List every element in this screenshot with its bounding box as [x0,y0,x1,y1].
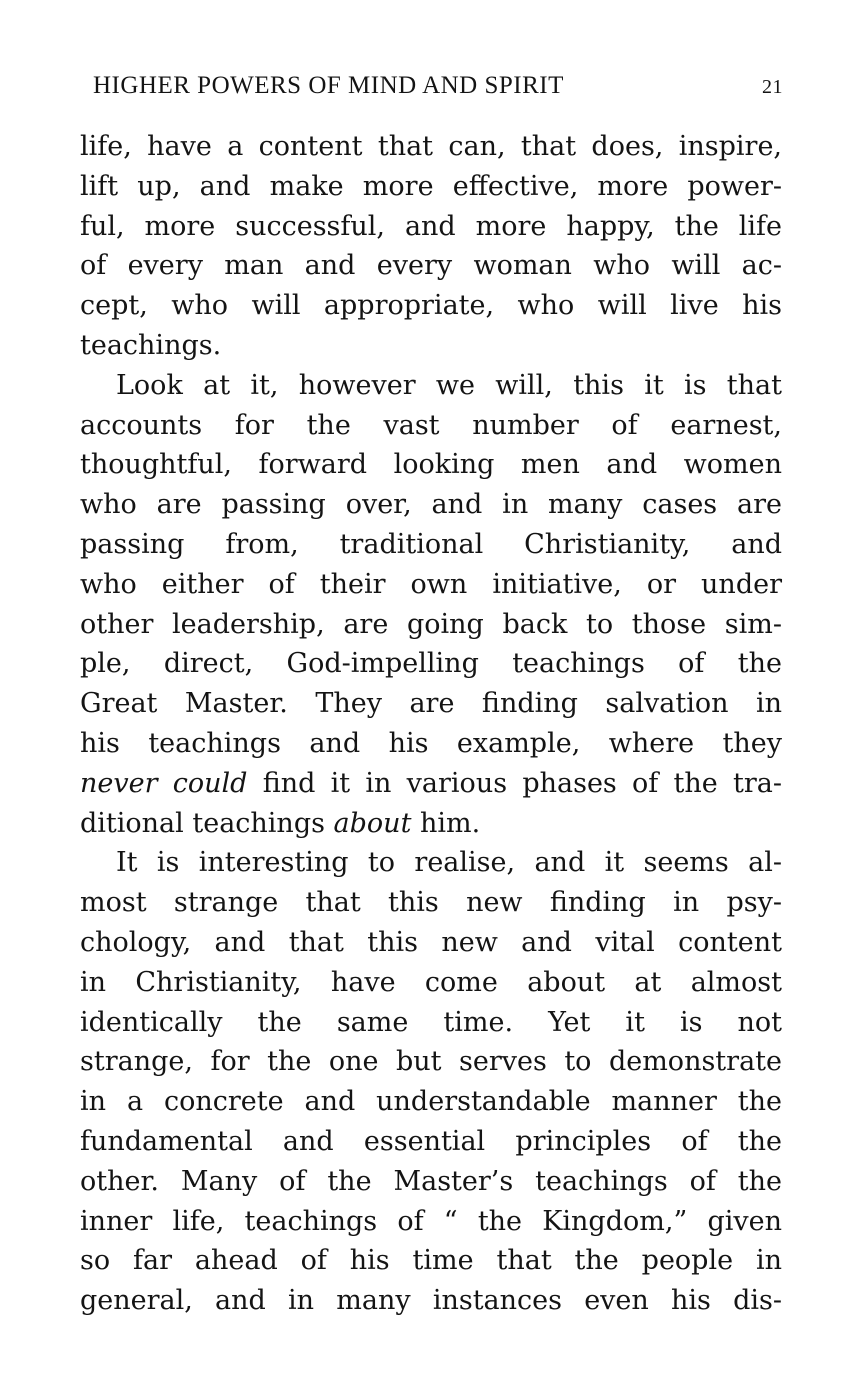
text-line: identically the same time. Yet it is not [80,1006,782,1038]
text-line: Great Master. They are finding salvation in [80,688,782,720]
text-line: ple, direct, God-impelling teachings of the [80,648,782,680]
italic-phrase: never could [80,767,248,799]
text-line: his teachings and his example, where they [80,727,782,759]
paragraph-first-line: Look at it, however we will, this it is that [116,369,782,401]
text-line: who are passing over, and in many cases are [80,489,782,521]
paragraph-first-line: It is interesting to realise, and it seems al- [116,847,782,879]
italic-word: about [333,807,412,839]
text-line: cept, who will appropriate, who will live his [80,290,782,322]
text-line: other. Many of the Master’s teachings of the [80,1165,782,1197]
text-line: most strange that this new finding in psy- [80,887,782,919]
text-line: in Christianity, have come about at almost [80,966,782,998]
text-line: inner life, teachings of “ the Kingdom,” given [80,1205,782,1237]
line-segment: find it in various phases of the tra- [247,767,782,799]
body-text [80,127,782,1321]
text-line [80,804,782,844]
text-line: so far ahead of his time that the people in [80,1245,782,1277]
line-segment: ditional teachings [80,807,334,839]
text-line: teachings. [80,329,222,361]
running-title: HIGHER POWERS OF MIND AND SPIRIT [93,72,564,99]
running-header [93,68,783,108]
text-line: in a concrete and understandable manner the [80,1086,782,1118]
page-number: 21 [762,76,783,98]
text-line: of every man and every woman who will ac- [80,250,782,282]
line-segment: him. [411,807,481,839]
text-line: who either of their own initiative, or under [80,568,782,600]
text-line: ful, more successful, and more happy, the life [80,210,782,242]
text-line [80,764,782,804]
text-line: thoughtful, forward looking men and women [80,449,782,481]
text-line: life, have a content that can, that does, inspire, [80,131,782,162]
text-line: strange, for the one but serves to demonstrate [80,1046,782,1078]
text-line: other leadership, are going back to those sim- [80,608,782,640]
text-line: accounts for the vast number of earnest, [80,409,782,441]
text-line: fundamental and essential principles of the [80,1125,782,1157]
text-line: general, and in many instances even his dis- [80,1285,782,1317]
text-line: chology, and that this new and vital content [80,926,782,958]
text-line: lift up, and make more effective, more power- [80,170,782,202]
text-line: passing from, traditional Christianity, and [80,528,782,560]
